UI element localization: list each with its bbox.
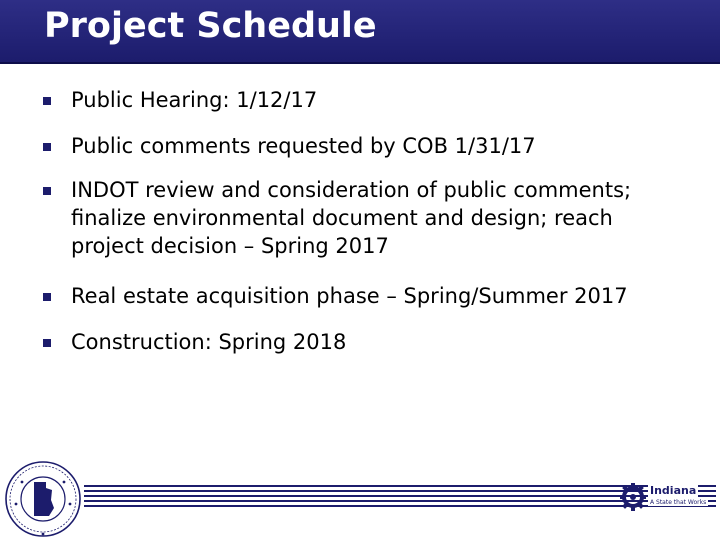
bullet-text: Public Hearing: 1/12/17 xyxy=(71,88,318,112)
bullet-square-icon xyxy=(43,187,51,195)
bullet-square-icon xyxy=(43,97,51,105)
bullet-text: Public comments requested by COB 1/31/17 xyxy=(71,134,536,158)
bullet-square-icon xyxy=(43,339,51,347)
slide-title: Project Schedule xyxy=(44,6,377,46)
indot-seal-icon xyxy=(2,460,84,538)
title-bar xyxy=(0,0,720,64)
bullet-text: INDOT review and consideration of public comments; finalize environmental document and design; reach project decision – Spring 2017 xyxy=(71,178,632,258)
indiana-logo-text: Indiana xyxy=(650,484,697,497)
indiana-logo-tagline: A State that Works xyxy=(650,499,707,506)
bullet-text: Construction: Spring 2018 xyxy=(71,330,347,354)
bullet-square-icon xyxy=(43,293,51,301)
gear-logo-icon xyxy=(620,482,646,512)
bullet-square-icon xyxy=(43,143,51,151)
bullet-text: Real estate acquisition phase – Spring/Summer 2017 xyxy=(71,284,628,308)
